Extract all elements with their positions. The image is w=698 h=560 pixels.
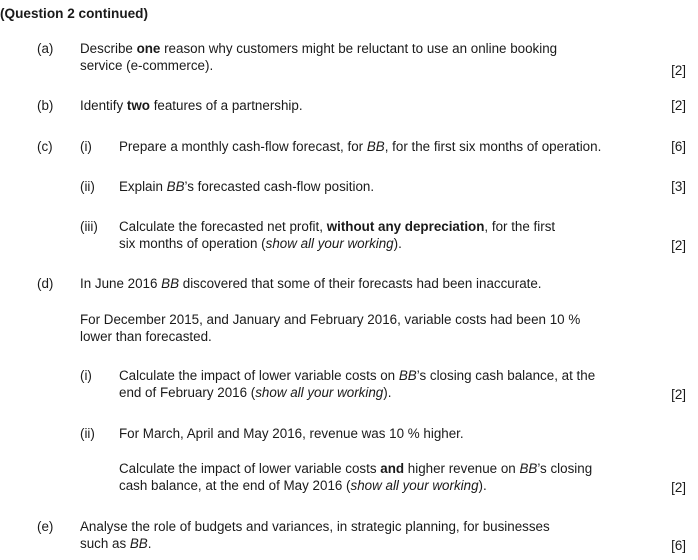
question-d-ii-intro: For March, April and May 2016, revenue was 10 % higher. [119, 426, 464, 441]
question-d-i-mark: [2] [671, 387, 686, 402]
question-a-label: (a) [37, 41, 54, 56]
question-c-ii-text: Explain BB’s forecasted cash-flow position. [119, 179, 375, 194]
question-c-i-mark: [6] [671, 139, 686, 154]
question-e-mark: [6] [671, 538, 686, 553]
question-c-label: (c) [37, 139, 53, 154]
question-d-ii-line1: Calculate the impact of lower variable costs and higher revenue on BB’s closing [119, 461, 593, 476]
question-d-i-line1: Calculate the impact of lower variable costs on BB’s closing cash balance, at the [119, 368, 596, 383]
question-d-para-line1: For December 2015, and January and February 2016, variable costs had been 10 % [80, 312, 581, 327]
question-d-intro: In June 2016 BB discovered that some of their forecasts had been inaccurate. [80, 276, 542, 291]
question-d-ii-mark: [2] [671, 480, 686, 495]
question-d-para-line2: lower than forecasted. [80, 329, 212, 344]
question-a-line2: service (e-commerce). [80, 58, 214, 73]
question-c-iii-mark: [2] [671, 238, 686, 253]
question-b-text: Identify two features of a partnership. [80, 98, 303, 113]
question-a-mark: [2] [671, 63, 686, 78]
question-b-mark: [2] [671, 98, 686, 113]
question-e-label: (e) [37, 519, 54, 534]
question-e-line2: such as BB. [80, 536, 152, 551]
question-c-i-text: Prepare a monthly cash-flow forecast, for BB, for the first six months of operation. [119, 139, 602, 154]
question-c-i-label: (i) [80, 139, 92, 154]
question-d-ii-line2: cash balance, at the end of May 2016 (show all your working). [119, 478, 487, 493]
question-c-ii-label: (ii) [80, 179, 95, 194]
question-d-label: (d) [37, 276, 54, 291]
question-d-i-line2: end of February 2016 (show all your working). [119, 385, 392, 400]
page-heading: (Question 2 continued) [0, 6, 149, 21]
question-b-label: (b) [37, 98, 54, 113]
question-a-line1: Describe one reason why customers might be reluctant to use an online booking [80, 41, 558, 56]
question-d-i-label: (i) [80, 368, 92, 383]
question-d-ii-label: (ii) [80, 426, 95, 441]
question-c-iii-line2: six months of operation (show all your working). [119, 236, 402, 251]
question-c-iii-label: (iii) [80, 219, 98, 234]
question-c-iii-line1: Calculate the forecasted net profit, without any depreciation, for the first [119, 219, 556, 234]
question-e-line1: Analyse the role of budgets and variances, in strategic planning, for businesses [80, 519, 550, 534]
question-c-ii-mark: [3] [671, 179, 686, 194]
